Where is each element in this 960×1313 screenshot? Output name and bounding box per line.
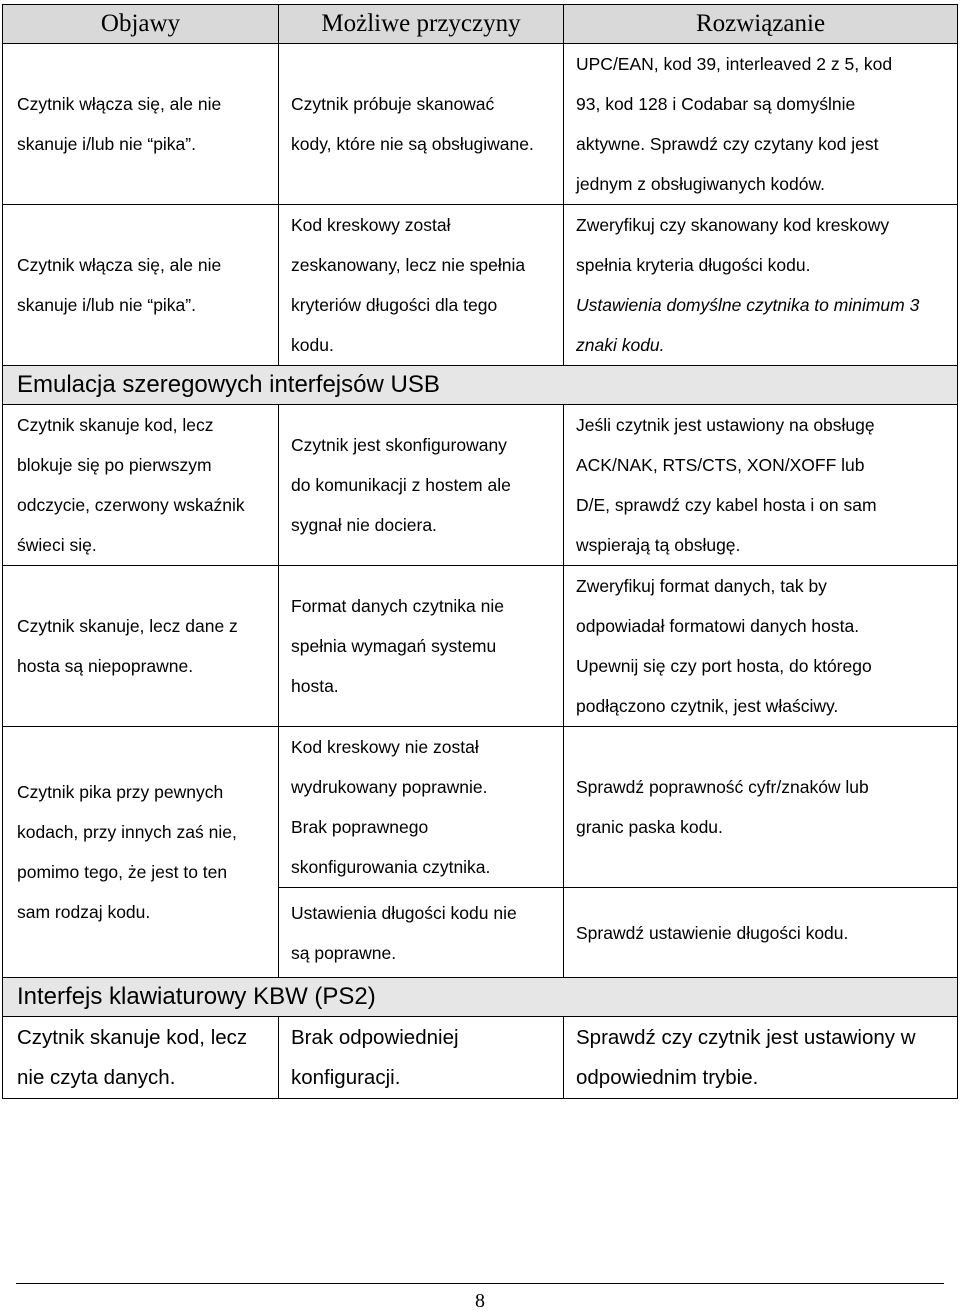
cause-cell xyxy=(279,888,564,978)
text-line: odpowiadał formatowi danych hosta. xyxy=(576,616,860,636)
text-line: wspierają tą obsługę. xyxy=(576,535,741,555)
symptom-cell xyxy=(3,205,279,366)
text-line: są poprawne. xyxy=(291,942,397,963)
text-line: Sprawdź czy czytnik jest ustawiony w xyxy=(576,1025,916,1049)
text-line: zeskanowany, lecz nie spełnia xyxy=(291,255,526,275)
text-line: sygnał nie dociera. xyxy=(291,515,437,535)
text-line: Czytnik próbuje skanować xyxy=(291,94,495,114)
section-header-row xyxy=(3,978,958,1017)
text-line: nie czyta danych. xyxy=(17,1065,176,1089)
table-row xyxy=(3,405,958,566)
symptom-cell xyxy=(3,405,279,566)
text-line: kody, które nie są obsługiwane. xyxy=(291,134,534,154)
text-line: Brak odpowiedniej xyxy=(291,1025,459,1049)
text-line: świeci się. xyxy=(17,535,97,555)
footer-divider xyxy=(16,1283,944,1284)
table-row xyxy=(3,727,958,888)
text-line: aktywne. Sprawdź czy czytany kod jest xyxy=(576,134,879,154)
table-row xyxy=(3,566,958,727)
table-row xyxy=(3,205,958,366)
text-line: Kod kreskowy został xyxy=(291,215,451,235)
text-line: Sprawdź ustawienie długości kodu. xyxy=(576,922,849,943)
text-line: pomimo tego, że jest to ten xyxy=(17,862,228,882)
text-line: Kod kreskowy nie został xyxy=(291,737,479,757)
solution-cell xyxy=(564,405,958,566)
text-line: kryteriów długości dla tego xyxy=(291,295,498,315)
text-line: 93, kod 128 i Codabar są domyślnie xyxy=(576,94,856,114)
solution-cell xyxy=(564,205,958,366)
text-line: odczycie, czerwony wskaźnik xyxy=(17,495,245,515)
solution-cell xyxy=(564,727,958,888)
symptom-cell xyxy=(3,727,279,978)
text-line: granic paska kodu. xyxy=(576,817,723,837)
text-line: Brak poprawnego xyxy=(291,817,429,837)
text-line: Czytnik skanuje kod, lecz xyxy=(17,1025,248,1049)
header-possible-causes: Możliwe przyczyny xyxy=(279,5,564,44)
header-symptoms: Objawy xyxy=(3,5,279,44)
cause-cell xyxy=(279,405,564,566)
text-line: skanuje i/lub nie “pika”. xyxy=(17,295,196,315)
text-line: ACK/NAK, RTS/CTS, XON/XOFF lub xyxy=(576,455,865,475)
text-line: Upewnij się czy port hosta, do którego xyxy=(576,656,872,676)
text-line: spełnia wymagań systemu xyxy=(291,636,497,656)
text-line: do komunikacji z hostem ale xyxy=(291,475,511,495)
italic-note-line: Ustawienia domyślne czytnika to minimum 3 xyxy=(576,295,920,315)
text-line: sam rodzaj kodu. xyxy=(17,902,151,922)
section-header-row xyxy=(3,366,958,405)
text-line: kodu. xyxy=(291,335,334,355)
text-line: Zweryfikuj format danych, tak by xyxy=(576,576,827,596)
italic-note-line: znaki kodu. xyxy=(576,335,665,355)
text-line: jednym z obsługiwanych kodów. xyxy=(576,174,826,194)
troubleshooting-table xyxy=(2,4,958,1099)
text-line: Czytnik jest skonfigurowany xyxy=(291,435,507,455)
section-title-kbw: Interfejs klawiaturowy KBW (PS2) xyxy=(3,978,958,1017)
text-line: odpowiednim trybie. xyxy=(576,1065,759,1089)
text-line: Czytnik skanuje kod, lecz xyxy=(17,415,214,435)
text-line: blokuje się po pierwszym xyxy=(17,455,212,475)
text-line: hosta są niepoprawne. xyxy=(17,656,194,676)
solution-cell xyxy=(564,44,958,205)
cause-cell xyxy=(279,727,564,888)
text-line: skanuje i/lub nie “pika”. xyxy=(17,134,196,154)
text-line: Sprawdź poprawność cyfr/znaków lub xyxy=(576,777,869,797)
text-line: D/E, sprawdź czy kabel hosta i on sam xyxy=(576,495,877,515)
text-line: kodach, przy innych zaś nie, xyxy=(17,822,237,842)
text-line: konfiguracji. xyxy=(291,1065,401,1089)
symptom-cell xyxy=(3,44,279,205)
section-title-usb: Emulacja szeregowych interfejsów USB xyxy=(3,366,958,405)
cause-cell xyxy=(279,1017,564,1099)
page-number: 8 xyxy=(475,1290,485,1312)
cause-cell xyxy=(279,566,564,727)
text-line: podłączono czytnik, jest właściwy. xyxy=(576,696,839,716)
text-line: UPC/EAN, kod 39, interleaved 2 z 5, kod xyxy=(576,54,893,74)
text-line: Czytnik włącza się, ale nie xyxy=(17,255,222,275)
table-header-row xyxy=(3,5,958,44)
text-line: Zweryfikuj czy skanowany kod kreskowy xyxy=(576,215,890,235)
solution-cell xyxy=(564,1017,958,1099)
table-row xyxy=(3,44,958,205)
text-line: Czytnik skanuje, lecz dane z xyxy=(17,616,238,636)
symptom-cell xyxy=(3,566,279,727)
table-row xyxy=(3,1017,958,1099)
cause-cell xyxy=(279,205,564,366)
cause-cell xyxy=(279,44,564,205)
text-line: wydrukowany poprawnie. xyxy=(291,777,488,797)
text-line: spełnia kryteria długości kodu. xyxy=(576,255,811,275)
solution-cell xyxy=(564,888,958,978)
text-line: Ustawienia długości kodu nie xyxy=(291,902,517,923)
symptom-cell xyxy=(3,1017,279,1099)
text-line: Czytnik włącza się, ale nie xyxy=(17,94,222,114)
solution-cell xyxy=(564,566,958,727)
text-line: hosta. xyxy=(291,676,339,696)
text-line: Jeśli czytnik jest ustawiony na obsługę xyxy=(576,415,875,435)
header-solution: Rozwiązanie xyxy=(564,5,958,44)
text-line: Format danych czytnika nie xyxy=(291,596,505,616)
text-line: Czytnik pika przy pewnych xyxy=(17,782,224,802)
text-line: skonfigurowania czytnika. xyxy=(291,857,491,877)
